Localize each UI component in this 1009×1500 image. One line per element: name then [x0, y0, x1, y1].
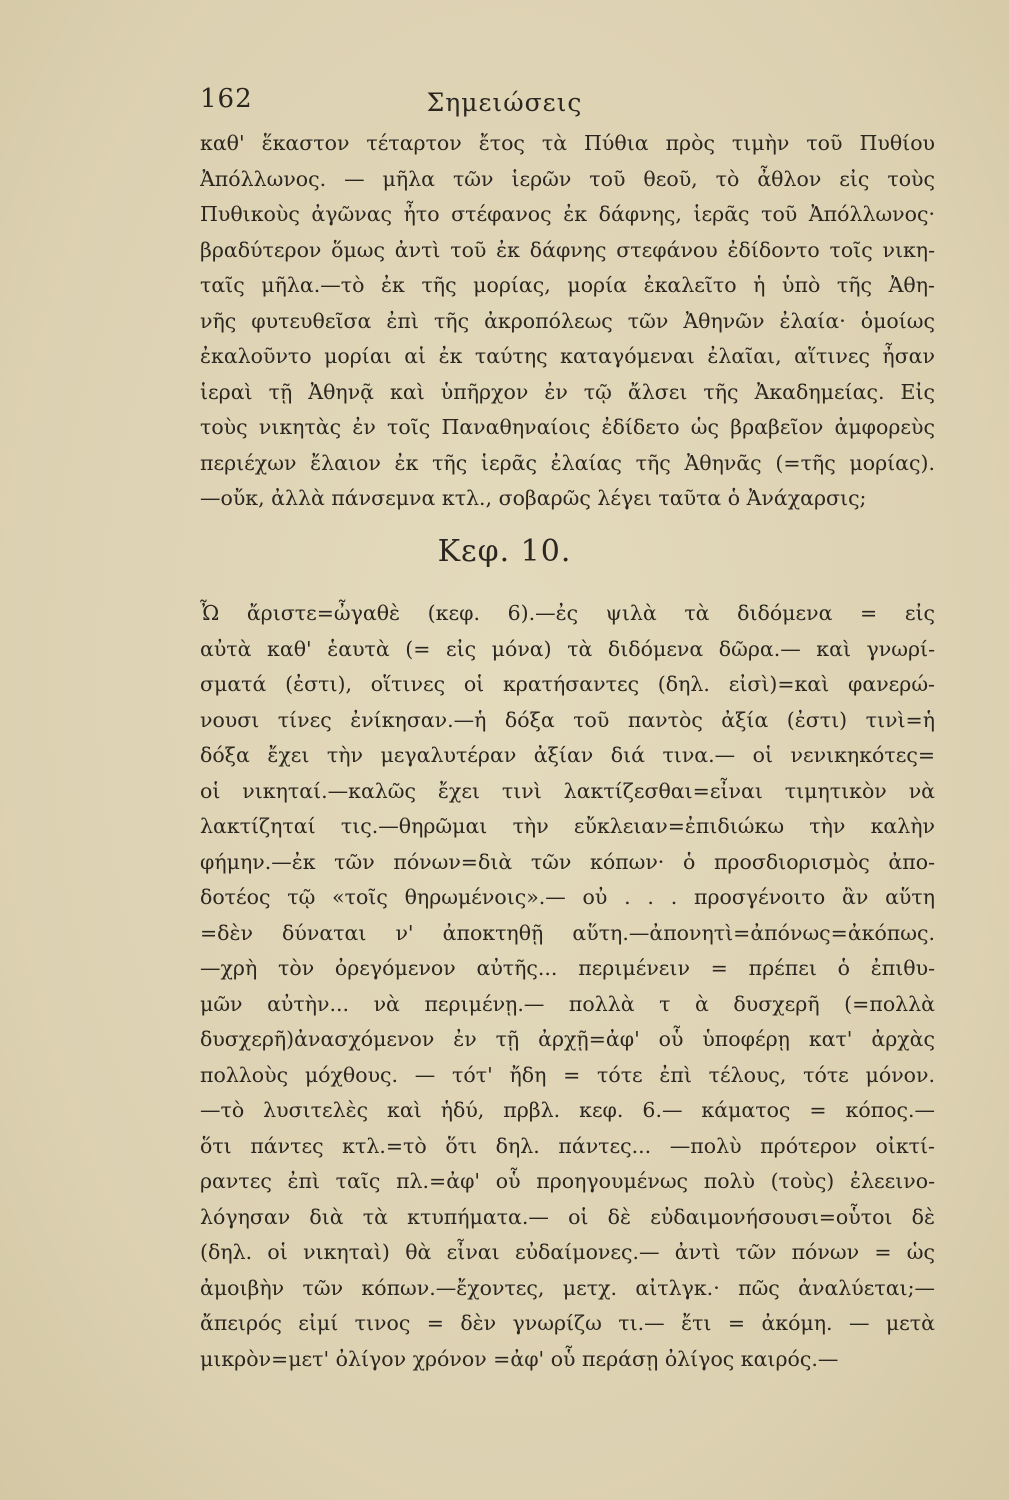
text-line: (δηλ. οἱ νικηταὶ) θὰ εἶναι εὐδαίμονες.— ἀντὶ τῶν πόνων = ὡς: [200, 1240, 935, 1264]
notes-block-2: [200, 596, 935, 1377]
text-line: νουσι τίνες ἐνίκησαν.—ἡ δόξα τοῦ παντὸς ἀξία (ἐστι) τινὶ=ἡ: [200, 707, 935, 732]
chapter-heading: Κεφ. 10.: [437, 534, 572, 569]
text-line: πολλοὺς μόχθους. — τότ' ἤδη = τότε ἐπὶ τέλους, τότε μόνον.: [200, 1062, 935, 1087]
text-line: ἄπειρός εἰμί τινος = δὲν γνωρίζω τι.— ἔτι = ἀκόμη. — μετὰ: [200, 1311, 935, 1335]
text-line: ἱεραὶ τῇ Ἀθηνᾷ καὶ ὑπῆρχον ἐν τῷ ἄλσει τῆς Ἀκαδημείας. Εἰς: [200, 379, 935, 404]
text-line: ὅτι πάντες κτλ.=τὸ ὅτι δηλ. πάντες... —πολὺ πρότερον οἰκτί-: [200, 1133, 935, 1158]
text-line: αὐτὰ καθ' ἑαυτὰ (= εἰς μόνα) τὰ διδόμενα δῶρα.— καὶ γνωρί-: [200, 636, 935, 661]
notes-block-1: [200, 126, 935, 517]
text-line: Ὦ ἄριστε=ὦγαθὲ (κεφ. 6).—ἐς ψιλὰ τὰ διδόμενα = εἰς: [200, 601, 935, 625]
text-line: φήμην.—ἐκ τῶν πόνων=διὰ τῶν κόπων· ὁ προσδιορισμὸς ἀπο-: [200, 849, 935, 874]
text-line: ταῖς μῆλα.—τὸ ἐκ τῆς μορίας, μορία ἐκαλεῖτο ἡ ὑπὸ τῆς Ἀθη-: [200, 273, 935, 297]
text-line: Ἀπόλλωνος. — μῆλα τῶν ἱερῶν τοῦ θεοῦ, τὸ ἆθλον εἰς τοὺς: [200, 166, 935, 191]
text-line: Πυθικοὺς ἀγῶνας ἦτο στέφανος ἐκ δάφνης, ἱερᾶς τοῦ Ἀπόλλωνος·: [200, 202, 935, 226]
text-line: τοὺς νικητὰς ἐν τοῖς Παναθηναίοις ἐδίδετο ὡς βραβεῖον ἀμφορεὺς: [200, 415, 935, 439]
text-line: λακτίζηταί τις.—θηρῶμαι τὴν εὔκλειαν=ἐπιδιώκω τὴν καλὴν: [200, 814, 935, 838]
text-line: οἱ νικηταί.—καλῶς ἔχει τινὶ λακτίζεσθαι=εἶναι τιμητικὸν νὰ: [200, 778, 935, 803]
text-line: ραντες ἐπὶ ταῖς πλ.=ἀφ' οὗ προηγουμένως πολὺ (τοὺς) ἐλεεινο-: [200, 1169, 935, 1193]
text-line: λόγησαν διὰ τὰ κτυπήματα.— οἱ δὲ εὐδαιμονήσουσι=οὗτοι δὲ: [200, 1204, 935, 1229]
text-line: δόξα ἔχει τὴν μεγαλυτέραν ἀξίαν διά τινα.— οἱ νενικηκότες=: [200, 743, 935, 767]
text-line: μῶν αὐτὴν... νὰ περιμένῃ.— πολλὰ τ ὰ δυσχερῆ (=πολλὰ: [200, 991, 935, 1016]
text-line: —τὸ λυσιτελὲς καὶ ἡδύ, πρβλ. κεφ. 6.— κάματος = κόπος.—: [200, 1098, 935, 1122]
text-line: νῆς φυτευθεῖσα ἐπὶ τῆς ἀκροπόλεως τῶν Ἀθηνῶν ἐλαία· ὁμοίως: [200, 308, 935, 333]
text-line: δυσχερῆ)ἀνασχόμενον ἐν τῇ ἀρχῇ=ἀφ' οὗ ὑποφέρῃ κατ' ἀρχὰς: [200, 1027, 935, 1051]
page-number: 162: [200, 84, 253, 114]
text-line: =δὲν δύναται ν' ἀποκτηθῇ αὕτη.—ἀπονητὶ=ἀπόνως=ἀκόπως.: [200, 920, 935, 945]
text-line: δοτέος τῷ «τοῖς θηρωμένοις».— οὐ . . . προσγένοιτο ἂν αὕτη: [200, 885, 935, 909]
running-head: Σημειώσεις: [426, 88, 583, 117]
text-line: μικρὸν=μετ' ὀλίγον χρόνον =ἀφ' οὗ περάσῃ ὀλίγος καιρός.—: [200, 1346, 839, 1371]
text-line: —χρὴ τὸν ὀρεγόμενον αὐτῆς... περιμένειν = πρέπει ὁ ἐπιθυ-: [200, 956, 935, 980]
text-line: ἐκαλοῦντο μορίαι αἱ ἐκ ταύτης καταγόμεναι ἐλαῖαι, αἵτινες ἦσαν: [200, 344, 935, 368]
text-line: καθ' ἕκαστον τέταρτον ἔτος τὰ Πύθια πρὸς τιμὴν τοῦ Πυθίου: [200, 131, 935, 155]
text-line: ἀμοιβὴν τῶν κόπων.—ἔχοντες, μετχ. αἰτλγκ.· πῶς ἀναλύεται;—: [200, 1275, 935, 1300]
text-line: σματά (ἐστι), οἵτινες οἱ κρατήσαντες (δηλ. εἰσὶ)=καὶ φανερώ-: [200, 672, 935, 696]
text-line: βραδύτερον ὅμως ἀντὶ τοῦ ἐκ δάφνης στεφάνου ἐδίδοντο τοῖς νικη-: [200, 237, 935, 262]
text-line: περιέχων ἔλαιον ἐκ τῆς ἱερᾶς ἐλαίας τῆς Ἀθηνᾶς (=τῆς μορίας).: [200, 450, 935, 475]
text-line: —οὔκ, ἀλλὰ πάνσεμνα κτλ., σοβαρῶς λέγει ταῦτα ὁ Ἀνάχαρσις;: [200, 486, 867, 510]
